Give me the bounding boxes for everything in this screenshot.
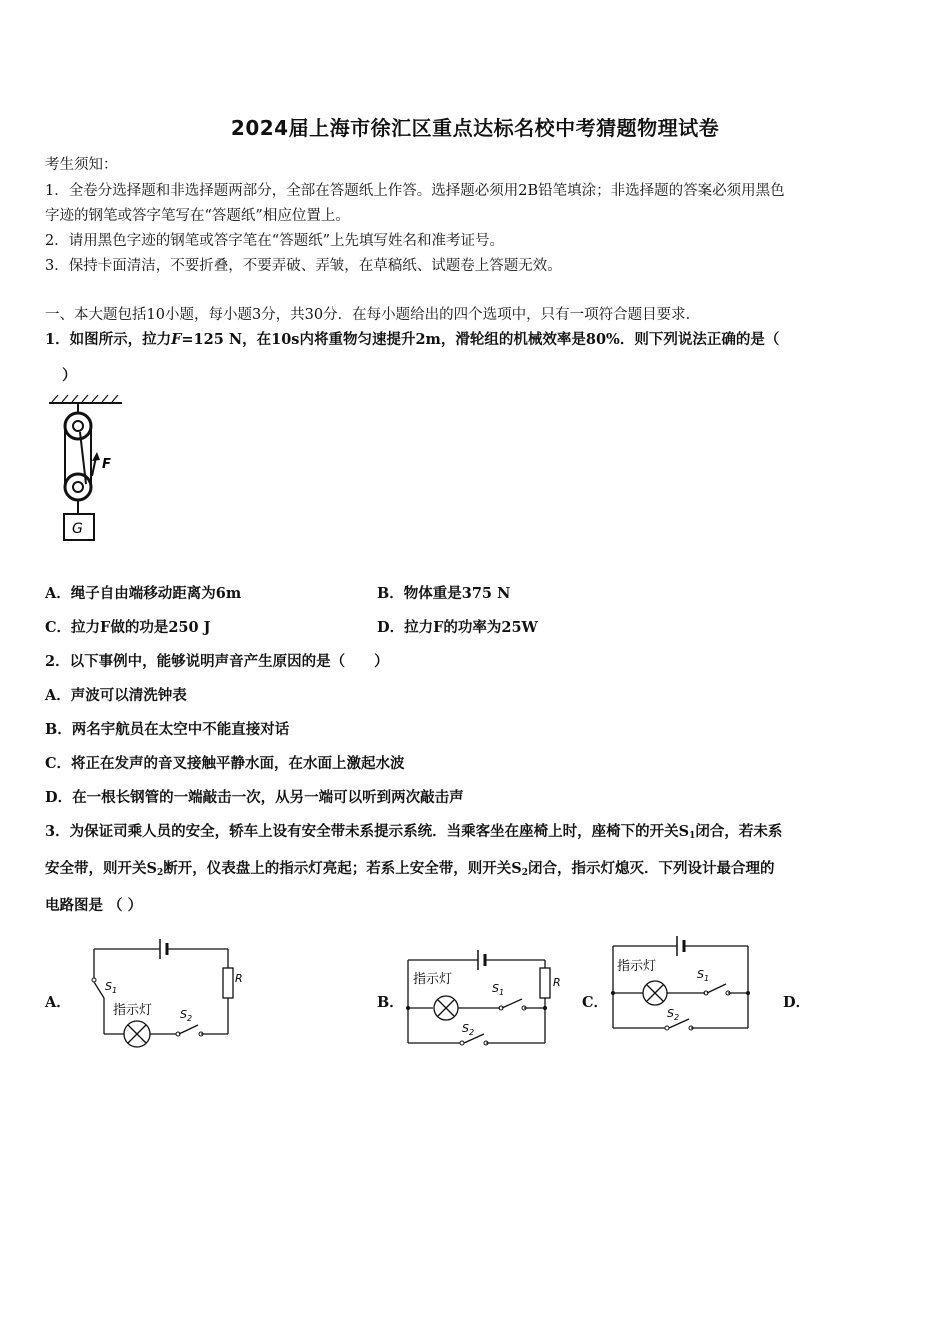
q2-option-a: A．声波可以清洗钟表 <box>45 687 187 704</box>
s1-label: $S_1$ <box>492 982 505 997</box>
page-title: 2024届上海市徐汇区重点达标名校中考猜题物理试卷 <box>230 116 720 140</box>
s2-label: $S_2$ <box>180 1008 193 1023</box>
circuit-diagram-a <box>80 930 260 1050</box>
q3-l2-b: 断开，仪表盘上的指示灯亮起；若系上安全带，则开关S <box>163 860 522 877</box>
fixed-pulley-axle <box>73 421 83 431</box>
resistor-label: R <box>553 976 561 989</box>
movable-pulley-axle <box>73 482 83 492</box>
q1-stem <box>45 328 779 349</box>
ceiling-hatch <box>52 395 118 402</box>
q3-stem-line-3: 电路图是 （ ） <box>45 897 143 914</box>
q3-stem-line-2 <box>45 857 775 878</box>
force-arrow-head <box>92 452 100 461</box>
pulley-diagram <box>44 394 134 544</box>
q2-stem: 2．以下事例中，能够说明声音产生原因的是（ ） <box>45 653 389 670</box>
weight-label: G <box>72 521 83 537</box>
resistor <box>540 968 550 998</box>
notice-item-2: 2．请用黑色字迹的钢笔或答字笔在“答题纸”上先填写姓名和准考证号。 <box>45 233 505 249</box>
q3-l2-a: 安全带，则开关S <box>45 860 157 877</box>
q1-stem-b: =125 N，在10s内将重物匀速提升2m，滑轮组的机械效率是80%．则下列说法正确的是（ <box>181 331 780 348</box>
q3-option-b-label: B． <box>377 994 404 1011</box>
switch-s1 <box>94 982 104 998</box>
notice-item-1-line-1: 1．全卷分选择题和非选择题两部分，全部在答题纸上作答。选择题必须用2B铅笔填涂；非选择题的答案必须用黑色 <box>45 183 785 199</box>
q2-option-c: C．将正在发声的音叉接触平静水面，在水面上激起水波 <box>45 755 405 772</box>
q1-stem-close: ） <box>62 367 77 384</box>
switch-s1 <box>502 999 522 1008</box>
switch-s2 <box>179 1025 198 1034</box>
resistor <box>223 968 233 998</box>
q3-l2-sub1: 2 <box>156 868 164 878</box>
lamp-label: 指示灯 <box>113 1003 153 1018</box>
q1-stem-a: 1．如图所示，拉力 <box>45 331 172 348</box>
q1-option-c: C．拉力F做的功是250 J <box>45 619 211 636</box>
circuit-diagram-b <box>400 940 570 1060</box>
q3-stem-line-1 <box>45 820 782 841</box>
notice-heading: 考生须知： <box>45 157 118 173</box>
lamp-label: 指示灯 <box>413 972 453 987</box>
notice-item-3: 3．保持卡面清洁，不要折叠，不要弄破、弄皱，在草稿纸、试题卷上答题无效。 <box>45 258 562 274</box>
lamp-label: 指示灯 <box>617 959 657 974</box>
fixed-pulley <box>65 413 91 439</box>
resistor-label: R <box>235 972 243 985</box>
q3-l2-c: 闭合，指示灯熄灭．下列设计最合理的 <box>528 860 775 877</box>
switch-s1 <box>707 984 726 993</box>
q3-l1-b: 闭合，若未系 <box>695 823 783 840</box>
circuit-diagram-c <box>605 925 765 1035</box>
q1-option-d: D．拉力F的功率为25W <box>377 619 538 636</box>
q3-l1-a: 3．为保证司乘人员的安全，轿车上设有安全带未系提示系统．当乘客坐在座椅上时，座椅下的开关S <box>45 823 690 840</box>
q3-option-a-label: A． <box>45 994 71 1011</box>
s2-label: $S_2$ <box>462 1022 475 1037</box>
q1-stem-f: F <box>171 331 182 348</box>
notice-item-1-line-2: 字迹的钢笔或答字笔写在“答题纸”相应位置上。 <box>45 208 350 224</box>
s1-label: $S_1$ <box>105 980 118 995</box>
q3-l1-sub: 1 <box>689 831 696 841</box>
q2-option-d: D．在一根长钢管的一端敲击一次，从另一端可以听到两次敲击声 <box>45 789 464 806</box>
q1-option-b: B．物体重是375 N <box>377 585 511 602</box>
q3-l2-sub2: 2 <box>521 868 528 878</box>
movable-pulley <box>65 474 91 500</box>
s1-label: $S_1$ <box>697 968 710 983</box>
q2-option-b: B．两名宇航员在太空中不能直接对话 <box>45 721 290 738</box>
q3-option-d-label: D． <box>783 994 811 1011</box>
q1-option-a: A．绳子自由端移动距离为6m <box>45 585 242 602</box>
force-label: F <box>102 457 111 472</box>
s2-label: $S_2$ <box>667 1007 680 1022</box>
section-heading: 一、本大题包括10小题，每小题3分，共30分．在每小题给出的四个选项中，只有一项符合题目要求． <box>45 307 701 323</box>
q3-option-c-label: C． <box>582 994 609 1011</box>
